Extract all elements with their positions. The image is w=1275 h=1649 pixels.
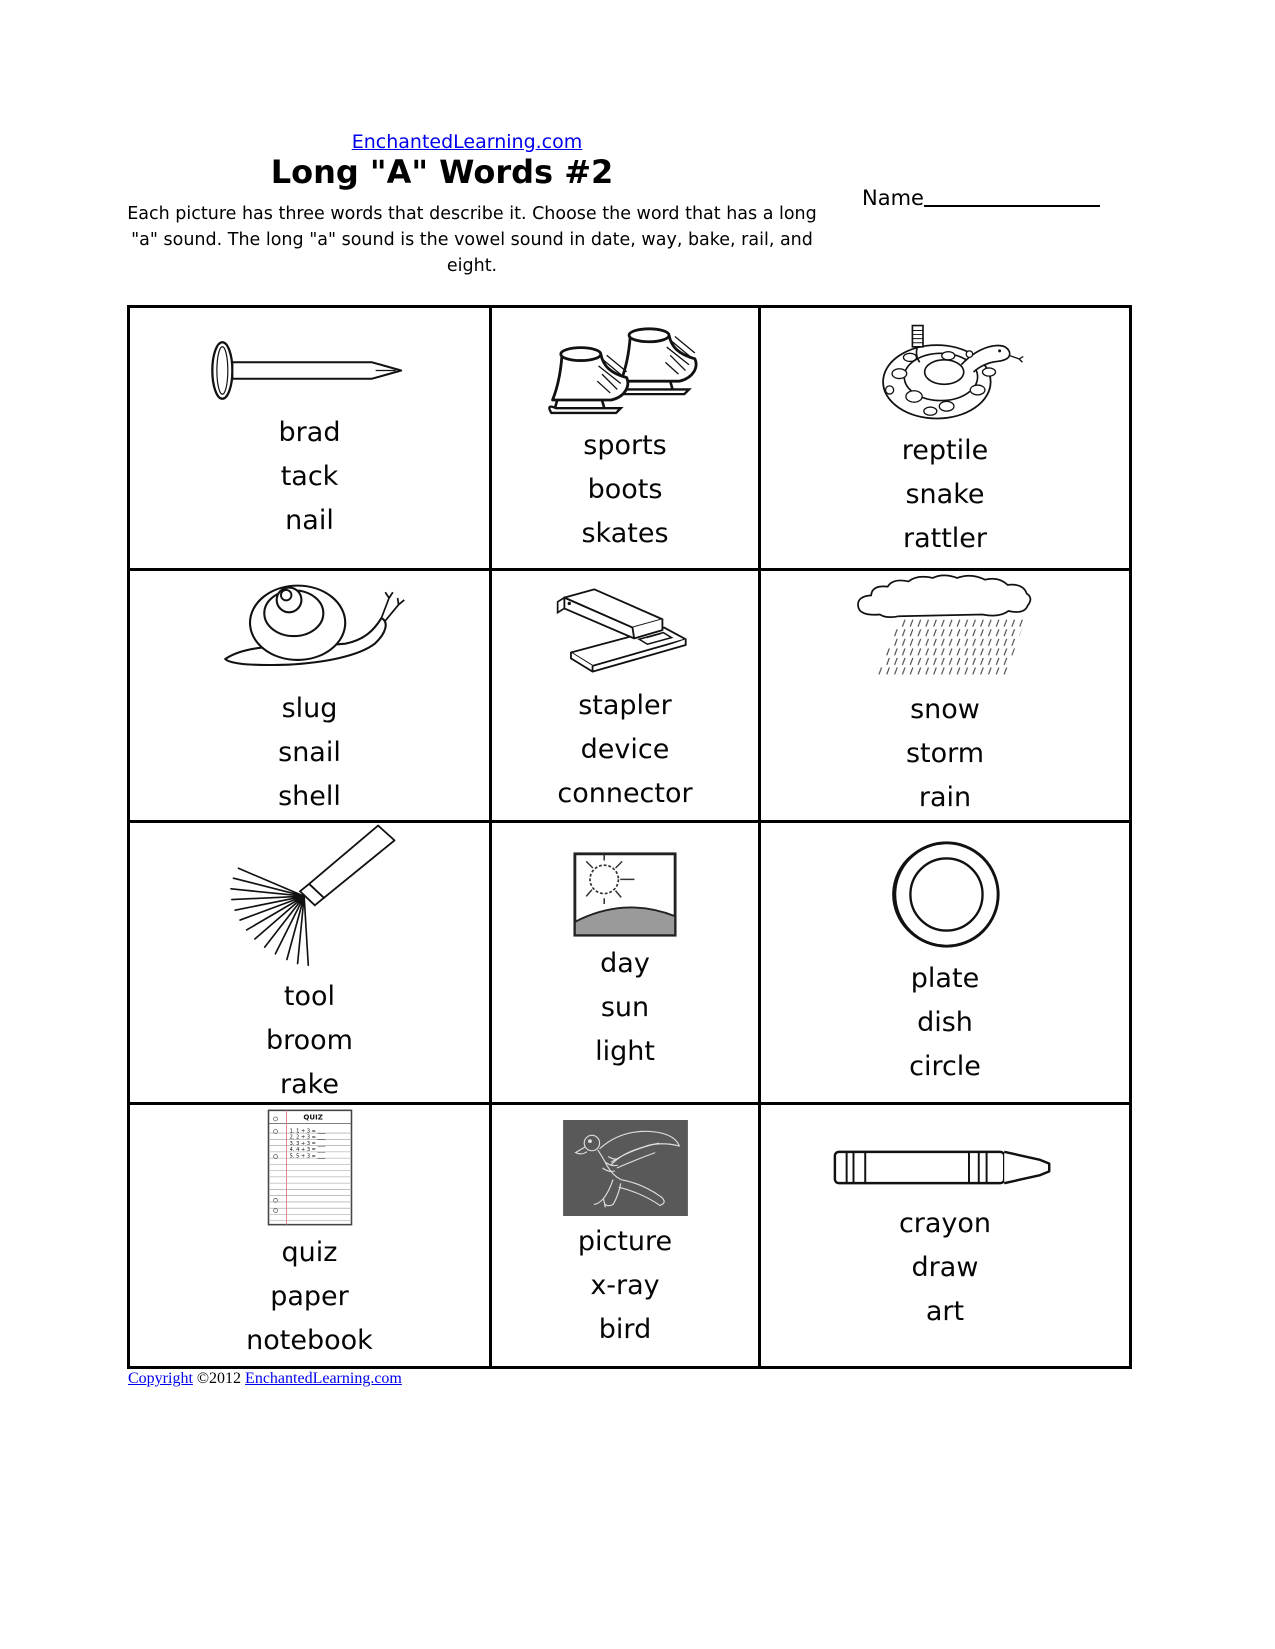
word-option: sun	[600, 992, 650, 1023]
xray-bird-icon	[563, 1120, 688, 1216]
word-option: tack	[280, 460, 339, 492]
word-option: bird	[598, 1313, 652, 1345]
grid-cell-crayon	[761, 1105, 1129, 1366]
quiz-problem: 2. 2 + 3 = ___	[289, 1134, 325, 1141]
nail-image	[202, 334, 417, 407]
stapler-image	[546, 576, 704, 680]
quiz-problem: 1. 1 + 3 = ___	[289, 1128, 325, 1135]
word-option: rattler	[902, 523, 988, 554]
word-option: sports	[583, 430, 667, 461]
word-list	[909, 957, 981, 1089]
word-option: x-ray	[590, 1269, 660, 1301]
rake-image	[217, 823, 402, 971]
word-option: device	[580, 733, 670, 765]
word-list	[557, 684, 692, 816]
ice-skates-icon	[543, 320, 708, 420]
copyright-year: ©2012	[196, 1370, 242, 1387]
word-option: shell	[278, 780, 341, 812]
grid-cell-snake	[761, 308, 1129, 571]
instructions-line2: "a" sound. The long "a" sound is the vowel sound in date, way, bake, rail, and eight.	[131, 230, 813, 276]
stapler-icon	[546, 576, 704, 680]
snail-image	[210, 573, 410, 683]
grid-cell-quiz	[130, 1105, 492, 1366]
word-option: stapler	[578, 689, 672, 721]
quiz-problem: 3. 3 + 3 = ___	[289, 1140, 325, 1147]
name-blank-line	[924, 187, 1100, 207]
plate-icon	[887, 836, 1004, 953]
word-option: tool	[283, 980, 336, 1012]
word-option: plate	[910, 963, 980, 994]
rake-icon	[217, 823, 402, 971]
nail-icon	[202, 334, 417, 407]
word-option: boots	[587, 474, 663, 505]
ice-skates-image	[543, 320, 708, 420]
instructions	[127, 201, 817, 279]
word-option: snail	[278, 736, 341, 768]
word-option: light	[595, 1036, 655, 1067]
word-option: broom	[266, 1024, 353, 1056]
word-list	[279, 411, 341, 543]
word-option: snow	[910, 694, 980, 725]
word-option: circle	[909, 1051, 981, 1082]
rattlesnake-icon	[865, 315, 1025, 425]
word-option: rake	[280, 1068, 339, 1100]
word-option: day	[600, 948, 650, 979]
word-list	[266, 975, 353, 1106]
quiz-problem: 5. 5 + 3 = ___	[289, 1153, 325, 1160]
word-list	[578, 1220, 672, 1352]
word-option: brad	[278, 416, 341, 448]
word-option: nail	[285, 504, 334, 536]
word-option: slug	[281, 692, 338, 724]
word-option: reptile	[901, 435, 989, 466]
word-option: notebook	[246, 1325, 373, 1356]
quiz-paper-image	[266, 1108, 354, 1227]
word-list	[581, 424, 668, 556]
word-list	[902, 429, 988, 561]
site-link[interactable]: EnchantedLearning.com	[351, 131, 583, 153]
grid-cell-rake	[130, 823, 492, 1105]
word-option: snake	[905, 479, 985, 510]
quiz-paper-title: QUIZ	[302, 1112, 323, 1122]
word-option: crayon	[898, 1208, 992, 1239]
grid-cell-xray	[492, 1105, 761, 1366]
word-option: skates	[581, 518, 669, 549]
grid-cell-stapler	[492, 571, 761, 823]
word-list	[595, 942, 655, 1074]
crayon-icon	[830, 1137, 1060, 1198]
word-option: storm	[905, 738, 985, 769]
grid-cell-sun	[492, 823, 761, 1105]
footer-site-link[interactable]: EnchantedLearning.com	[245, 1370, 402, 1387]
grid-cell-plate	[761, 823, 1129, 1105]
xray-bird-image	[563, 1120, 688, 1216]
name-label: Name	[862, 186, 924, 210]
word-list	[899, 1202, 991, 1334]
grid-cell-snail	[130, 571, 492, 823]
grid-cell-nail	[130, 308, 492, 571]
page-title: Long "A" Words #2	[270, 153, 614, 191]
word-list	[906, 688, 984, 820]
word-option: picture	[577, 1225, 673, 1257]
instructions-line1: Each picture has three words that describe it. Choose the word that has a long	[127, 204, 817, 224]
sun-picture-icon	[572, 851, 678, 938]
word-option: paper	[270, 1281, 349, 1312]
word-list	[278, 687, 341, 819]
word-option: connector	[557, 777, 693, 809]
sun-picture-image	[572, 851, 678, 938]
word-option: draw	[911, 1252, 979, 1283]
word-option: art	[925, 1296, 965, 1327]
rain-cloud-image	[845, 571, 1045, 684]
name-field	[862, 186, 1100, 210]
plate-image	[887, 836, 1004, 953]
footer	[128, 1370, 402, 1388]
word-option: dish	[917, 1007, 973, 1038]
snail-icon	[210, 573, 410, 683]
word-option: quiz	[281, 1237, 338, 1268]
copyright-link[interactable]: Copyright	[128, 1370, 193, 1387]
word-grid	[127, 305, 1132, 1369]
word-option: rain	[918, 782, 972, 813]
quiz-paper-icon	[266, 1108, 354, 1227]
crayon-image	[830, 1137, 1060, 1198]
word-list	[246, 1231, 373, 1363]
rattlesnake-image	[865, 315, 1025, 425]
grid-cell-rain	[761, 571, 1129, 823]
grid-cell-skates	[492, 308, 761, 571]
quiz-problem: 4. 4 + 3 = ___	[289, 1147, 325, 1154]
rain-cloud-icon	[845, 571, 1045, 684]
